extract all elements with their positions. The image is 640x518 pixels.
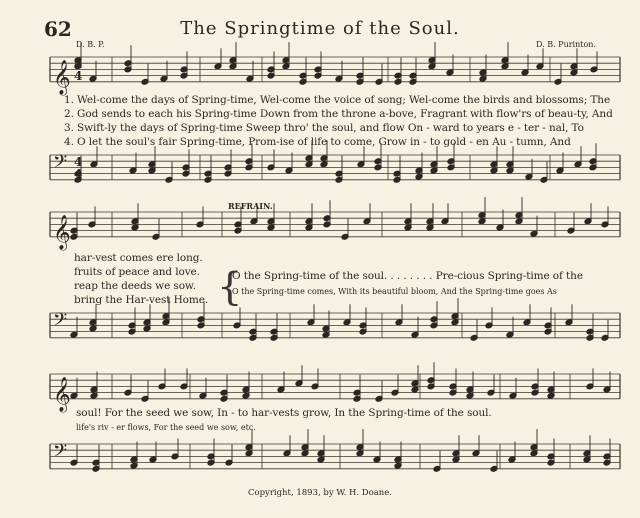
time-signature-digit: 4 (74, 69, 83, 83)
bass-clef-1: 𝄢 (53, 152, 68, 177)
page-number: 62 (44, 17, 72, 41)
composer-credit: D. B. Purinton. (536, 40, 596, 49)
lyric-brace: { (217, 265, 243, 309)
refrain-line-3: soul! For the seed we sow, In - to har-vests grow, In the Spring-time of the soul. (76, 407, 492, 419)
copyright-notice: Copyright, 1893, by W. H. Doane. (247, 488, 393, 498)
verse-ending-3: reap the deeds we sow. (74, 280, 196, 292)
treble-clef-0: 𝄞 (53, 59, 71, 95)
verse-ending-2: fruits of peace and love. (74, 266, 200, 278)
verse-line-2: 2. God sends to each his Spring-time Down from the throne a-bove, Fragrant with flow'rs of beau-ty, And (64, 108, 613, 120)
lyricist-credit: D. B. P. (76, 40, 105, 49)
verse-ending-1: har-vest comes ere long. (74, 252, 203, 264)
verse-line-4: 4. O let the soul's fair Spring-time, Prom-ise of life to come, Grow in - to gold - en Au - tumn, And (64, 136, 571, 148)
treble-clef-4: 𝄞 (53, 376, 71, 412)
time-signature-digit: 4 (74, 155, 83, 169)
refrain-line-2: O the Spring-time comes, With its beautiful bloom, And the Spring-time goes As (232, 287, 557, 296)
treble-clef-2: 𝄞 (53, 214, 71, 250)
bass-clef-5: 𝄢 (53, 441, 68, 466)
song-title: The Springtime of the Soul. (180, 18, 460, 39)
time-signature-digit: 4 (74, 167, 83, 181)
verse-line-1: 1. Wel-come the days of Spring-time, Wel-come the voice of song; Wel-come the birds and blossoms; The (64, 94, 611, 106)
staff-1-treble (50, 57, 620, 82)
refrain-label: REFRAIN. (228, 201, 273, 211)
verse-line-3: 3. Swift-ly the days of Spring-time Sweep thro' the soul, and flow On - ward to years e - ter - nal, To (64, 122, 584, 134)
refrain-line-1: O the Spring-time of the soul. . . . . . . . Pre-cious Spring-time of the (232, 270, 583, 282)
time-signature-digit: 4 (74, 57, 83, 71)
staff-1-bass (50, 155, 620, 180)
refrain-line-4: life's riv - er flows, For the seed we sow, etc. (76, 423, 256, 432)
bass-clef-3: 𝄢 (53, 310, 68, 335)
verse-ending-4: bring the Har-vest Home. (74, 294, 209, 306)
